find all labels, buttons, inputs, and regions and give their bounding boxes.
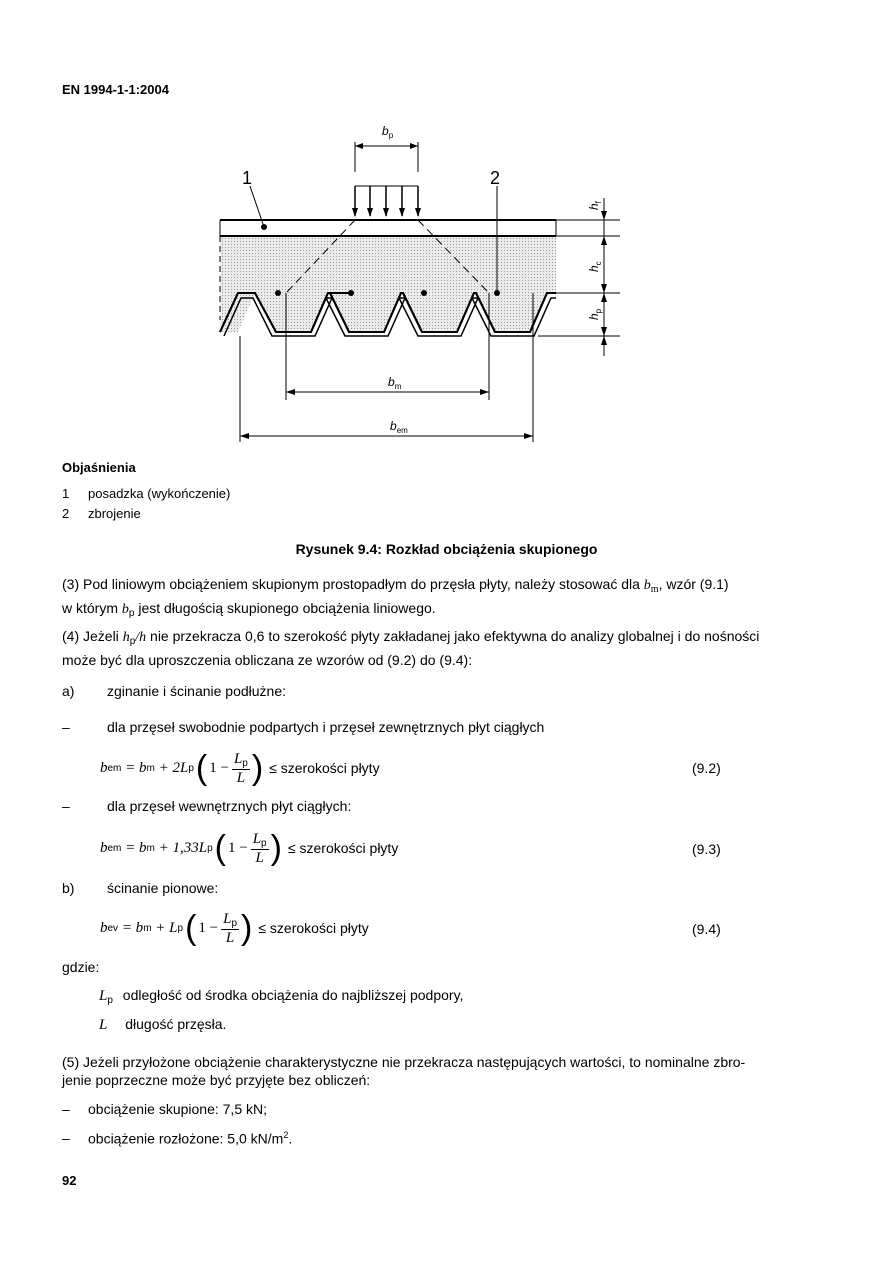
page-number: 92 [62,1173,77,1188]
legend-item-1-text: posadzka (wykończenie) [88,486,231,501]
dash-2-text: dla przęseł wewnętrznych płyt ciągłych: [107,798,352,814]
definition-l: L długość przęsła. [99,1016,227,1033]
dash-1-text: dla przęseł swobodnie podpartych i przęseł zewnętrznych płyt ciągłych [107,719,545,735]
figure-9-4 [200,120,640,450]
legend-item-1-num: 1 [62,486,70,501]
paragraph-3: (3) Pod liniowym obciążeniem skupionym prostopadłym do przęsła płyty, należy stosować dla $b_m$, wzór (9.1) w którym $b_p$ jest długością skupionego obciążenia liniowego. [62,576,729,619]
document-id: EN 1994-1-1:2004 [62,82,169,97]
callout-1: 1 [242,168,253,188]
dim-hf-label: $h_f$ [587,201,603,210]
item-b-marker: b) [62,880,75,896]
dim-hp-label: $h_p$ [587,308,603,320]
dash-4-marker: – [62,1130,70,1146]
dim-hc-label: $h_c$ [587,261,603,272]
dash-1-marker: – [62,719,70,735]
dim-bm-label: $b_m$ [388,375,402,391]
equation-9-2-number: (9.2) [692,760,721,776]
legend-item-2-text: zbrojenie [88,506,141,521]
definition-lp: $L_p$ odległość od środka obciążenia do najbliższej podpory, [99,987,464,1006]
paragraph-4: (4) Jeżeli $h_p/h$ nie przekracza 0,6 to szerokość płyty zakładanej jako efektywna do analizy globalnej i do nośności może być dla uproszczenia obliczana ze wzorów od (9.2) do (9.4): [62,628,760,668]
dash-2-marker: – [62,798,70,814]
equation-9-2: b em = b m + 2L p ( 1 − $\frac{L_p}{L}$ ) ≤ szerokości płyty [100,748,380,787]
equation-9-3-number: (9.3) [692,841,721,857]
concentrated-load-diagram [200,120,640,450]
dash-4-text: obciążenie rozłożone: 5,0 $kN/m^2$. [88,1130,293,1147]
dash-3-marker: – [62,1101,70,1117]
where-label: gdzie: [62,959,100,975]
legend-title: Objaśnienia [62,460,136,475]
dim-bem-label: $b_{em}$ [390,419,408,435]
figure-caption: Rysunek 9.4: Rozkład obciążenia skupionego [295,541,598,557]
item-b-text: ścinanie pionowe: [107,880,219,896]
dash-3-text: obciążenie skupione: 7,5 kN; [88,1101,267,1117]
callout-2: 2 [490,168,501,188]
concrete-slab [220,236,556,332]
paragraph-5: (5) Jeżeli przyłożone obciążenie charakterystyczne nie przekracza następujących wartości, to nominalne zbro- jenie poprzeczne może być przyjęte bez obliczeń: [62,1054,746,1088]
equation-9-4-number: (9.4) [692,921,721,937]
item-a-text: zginanie i ścinanie podłużne: [107,683,287,699]
legend-item-2-num: 2 [62,506,70,521]
equation-9-4: b ev = b m + L p ( 1 − $\frac{L_p}{L}$ ) ≤ szerokości płyty [100,908,369,947]
dim-bp-label: $b_p$ [382,124,394,140]
item-a-marker: a) [62,683,75,699]
equation-9-3: b em = b m + 1,33L p ( 1 − $\frac{L_p}{L}$ ) ≤ szerokości płyty [100,828,399,867]
